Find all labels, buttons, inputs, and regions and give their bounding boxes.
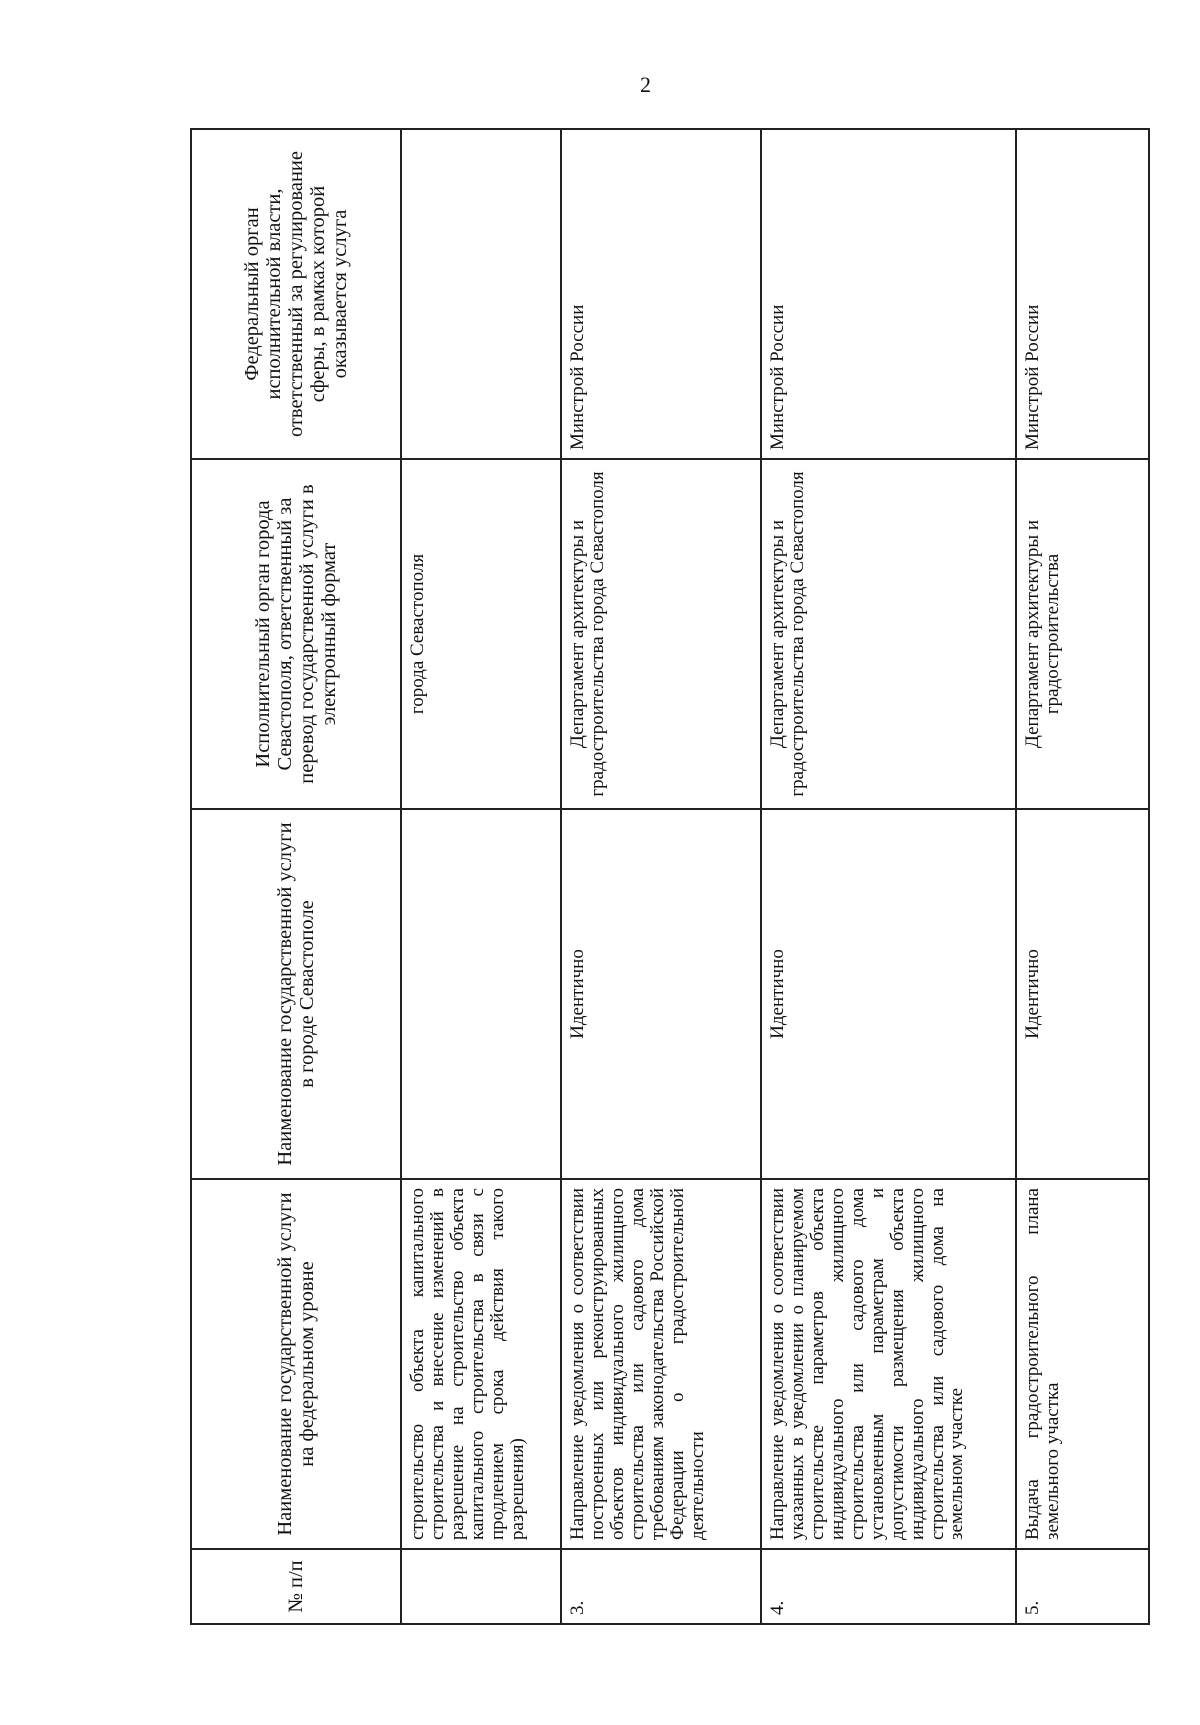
row-num: 4. (761, 1549, 1016, 1624)
row-federal-service: строительство объекта капитального строительства и внесение изменений в разрешение на строительство объекта капитального строительства в связи с продлением срока действия такого разрешения) (401, 1179, 561, 1549)
table-header-row (191, 129, 401, 1624)
row-num: 3. (561, 1549, 761, 1624)
header-federal-service: Наименование государственной услуги на федеральном уровне (191, 1179, 401, 1549)
row-federal-body: Минстрой России (561, 129, 761, 459)
page-number: 2 (640, 72, 651, 97)
row-federal-service: Направление уведомления о соответствии указанных в уведомлении о планируемом строительстве параметров объекта индивидуального жилищного строительства или садового дома установленным параметрам и допустимости размещения объекта индивидуального жилищного строительства или садового дома на земельном участке (761, 1179, 1016, 1549)
row-federal-body (401, 129, 561, 459)
header-federal-body: Федеральный орган исполнительной власти, ответственный за регулирование сферы, в рамках которой оказывается услуга (191, 129, 401, 459)
table-row (401, 129, 561, 1624)
table-row (561, 129, 761, 1624)
row-city-body: города Севастополя (401, 459, 561, 809)
row-sevastopol-service: Идентично (761, 809, 1016, 1179)
table-row (761, 129, 1016, 1624)
row-sevastopol-service: Идентично (1016, 809, 1149, 1179)
row-federal-body: Минстрой России (1016, 129, 1149, 459)
row-city-body: Департамент архитектуры и градостроительства города Севастополя (561, 459, 761, 809)
row-num (401, 1549, 561, 1624)
header-city-body: Исполнительный орган города Севастополя, ответственный за перевод государственной услуги в электронный формат (191, 459, 401, 809)
row-city-body: Департамент архитектуры и градостроительства (1016, 459, 1149, 809)
row-federal-service: Направление уведомления о соответствии построенных или реконструированных объектов индивидуального жилищного строительства или садового дома требованиям законодательства Российской Федерации о градостроительной деятельности (561, 1179, 761, 1549)
row-city-body: Департамент архитектуры и градостроительства города Севастополя (761, 459, 1016, 809)
row-sevastopol-service (401, 809, 561, 1179)
header-sevastopol-service: Наименование государственной услуги в городе Севастополе (191, 809, 401, 1179)
row-sevastopol-service: Идентично (561, 809, 761, 1179)
row-num: 5. (1016, 1549, 1149, 1624)
row-federal-body: Минстрой России (761, 129, 1016, 459)
rotated-table-wrapper (190, 130, 1150, 1625)
row-federal-service: Выдача градостроительного плана земельного участка (1016, 1179, 1149, 1549)
services-table (190, 128, 1150, 1625)
table-row (1016, 129, 1149, 1624)
header-num: № п/п (191, 1549, 401, 1624)
